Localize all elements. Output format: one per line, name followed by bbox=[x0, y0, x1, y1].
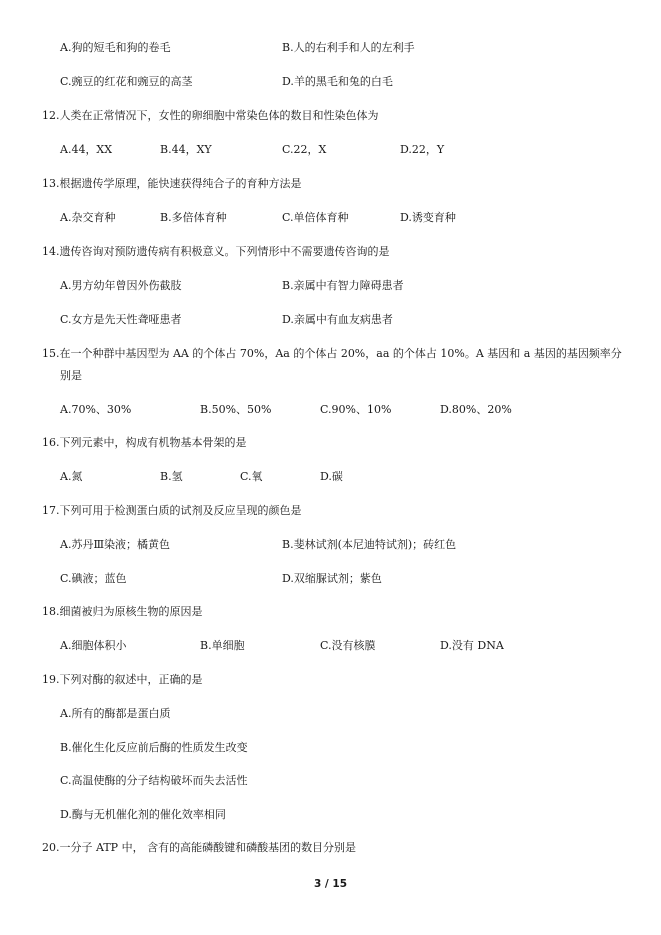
option-a: A.氮 bbox=[60, 470, 83, 483]
option-d: D.没有 DNA bbox=[440, 639, 504, 652]
option-a: A.男方幼年曾因外伤截肢 bbox=[60, 279, 182, 292]
option-b: B.氢 bbox=[160, 470, 183, 483]
option-c: C.没有核膜 bbox=[320, 639, 376, 652]
option-b: B.催化生化反应前后酶的性质发生改变 bbox=[60, 741, 248, 754]
question-stem: 16.下列元素中，构成有机物基本骨架的是 bbox=[42, 436, 247, 449]
option-a: A.44，XX bbox=[60, 143, 113, 156]
option-d: D.亲属中有血友病患者 bbox=[282, 313, 393, 326]
option-c: C.女方是先天性聋哑患者 bbox=[60, 313, 182, 326]
option-b: B.亲属中有智力障碍患者 bbox=[282, 279, 404, 292]
option-d: D.80%、20% bbox=[440, 403, 512, 416]
option-d: D.22，Y bbox=[400, 143, 445, 156]
option-b: B.人的右利手和人的左利手 bbox=[282, 41, 415, 54]
option-d: D.诱变育种 bbox=[400, 211, 456, 224]
question-stem: 18.细菌被归为原核生物的原因是 bbox=[42, 605, 203, 618]
question-stem: 20.一分子 ATP 中， 含有的高能磷酸键和磷酸基团的数目分别是 bbox=[42, 841, 357, 854]
option-b: B.50%、50% bbox=[200, 403, 272, 416]
option-a: A.狗的短毛和狗的卷毛 bbox=[60, 41, 171, 54]
option-d: D.碳 bbox=[320, 470, 343, 483]
question-stem: 14.遗传咨询对预防遗传病有积极意义。下列情形中不需要遗传咨询的是 bbox=[42, 245, 390, 258]
question-stem-line-1: 15.在一个种群中基因型为 AA 的个体占 70%，Aa 的个体占 20%，aa 的个体占 10%。A 基因和 a 基因的基因频率分 bbox=[42, 347, 622, 360]
option-b: B.斐林试剂(本尼迪特试剂)；砖红色 bbox=[282, 538, 457, 551]
option-c: C.单倍体育种 bbox=[282, 211, 349, 224]
option-c: C.高温使酶的分子结构破坏而失去活性 bbox=[60, 774, 248, 787]
option-a: A.苏丹Ⅲ染液；橘黄色 bbox=[60, 538, 171, 551]
option-a: A.70%、30% bbox=[60, 403, 132, 416]
option-c: C.22，X bbox=[282, 143, 327, 156]
option-d: D.双缩脲试剂；紫色 bbox=[282, 572, 382, 585]
option-b: B.多倍体育种 bbox=[160, 211, 227, 224]
page-number: 3 / 15 bbox=[313, 878, 348, 890]
option-b: B.44，XY bbox=[160, 143, 212, 156]
question-stem: 19.下列对酶的叙述中，正确的是 bbox=[42, 673, 203, 686]
option-c: C.90%、10% bbox=[320, 403, 392, 416]
option-c: C.豌豆的红花和豌豆的高茎 bbox=[60, 75, 193, 88]
question-stem: 17.下列可用于检测蛋白质的试剂及反应呈现的颜色是 bbox=[42, 504, 302, 517]
option-a: A.所有的酶都是蛋白质 bbox=[60, 707, 171, 720]
question-stem-line-2: 别是 bbox=[60, 369, 82, 382]
question-stem: 12.人类在正常情况下，女性的卵细胞中常染色体的数目和性染色体为 bbox=[42, 109, 379, 122]
option-a: A.杂交育种 bbox=[60, 211, 116, 224]
option-c: C.氧 bbox=[240, 470, 263, 483]
question-stem: 13.根据遗传学原理，能快速获得纯合子的育种方法是 bbox=[42, 177, 302, 190]
option-a: A.细胞体积小 bbox=[60, 639, 127, 652]
option-b: B.单细胞 bbox=[200, 639, 245, 652]
option-d: D.酶与无机催化剂的催化效率相同 bbox=[60, 808, 226, 821]
option-c: C.碘液；蓝色 bbox=[60, 572, 127, 585]
option-d: D.羊的黑毛和兔的白毛 bbox=[282, 75, 393, 88]
